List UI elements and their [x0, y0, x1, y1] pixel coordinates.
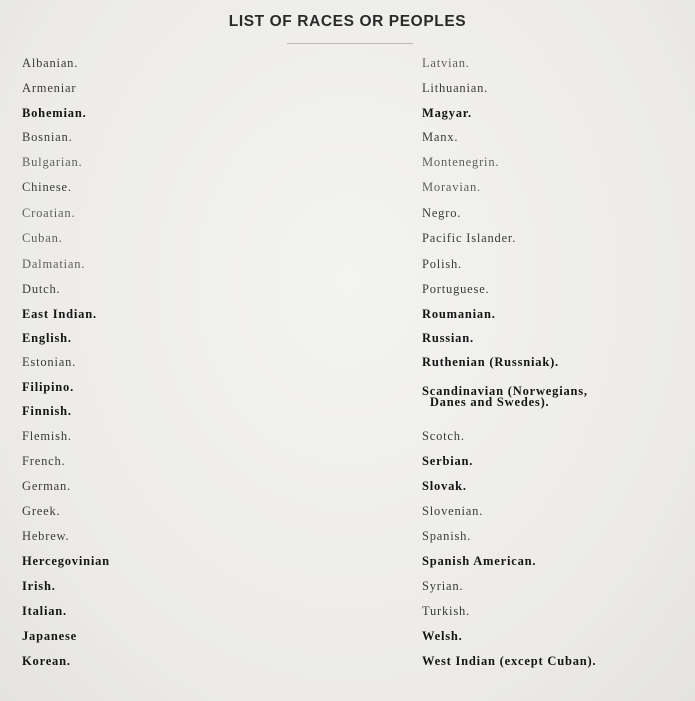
left-entry: Irish.	[22, 579, 56, 593]
right-entry: Portuguese.	[422, 282, 490, 296]
left-entry: Cuban.	[22, 231, 63, 245]
left-entry: German.	[22, 479, 71, 493]
left-entry: Flemish.	[22, 429, 72, 443]
left-entry: Estonian.	[22, 355, 77, 369]
left-entry: Hebrew.	[22, 529, 70, 543]
right-entry: Turkish.	[422, 604, 470, 618]
left-entry: Finnish.	[22, 404, 72, 418]
right-entry: Negro.	[422, 206, 462, 220]
right-entry: Latvian.	[422, 56, 470, 70]
left-entry: Dutch.	[22, 282, 61, 296]
left-entry: Bosnian.	[22, 130, 73, 144]
right-entry: Serbian.	[422, 454, 474, 468]
right-entry: Slovak.	[422, 479, 467, 493]
page-title: LIST OF RACES OR PEOPLES	[228, 13, 467, 30]
right-entry: Lithuanian.	[422, 81, 489, 95]
left-entry: Chinese.	[22, 180, 72, 194]
left-entry: Greek.	[22, 504, 61, 518]
right-entry: Roumanian.	[422, 307, 496, 321]
right-entry: West Indian (except Cuban).	[422, 654, 597, 668]
right-entry: Scandinavian (Norwegians, Danes and Swedes).	[422, 384, 588, 409]
left-entry: Korean.	[22, 654, 71, 668]
left-entry: Croatian.	[22, 206, 76, 220]
right-entry: Syrian.	[422, 579, 464, 593]
left-entry: Bulgarian.	[22, 155, 83, 169]
right-entry: Moravian.	[422, 180, 481, 194]
right-entry: Scotch.	[422, 429, 465, 443]
right-entry: Manx.	[422, 130, 459, 144]
left-entry: French.	[22, 454, 66, 468]
right-entry: Polish.	[422, 257, 462, 271]
left-entry: Albanian.	[22, 56, 79, 70]
right-entry: Slovenian.	[422, 504, 484, 518]
left-entry: Armeniar	[22, 81, 77, 95]
left-entry: English.	[22, 331, 72, 345]
right-entry: Russian.	[422, 331, 474, 345]
left-entry: Bohemian.	[22, 106, 87, 120]
left-entry: East Indian.	[22, 307, 97, 321]
left-entry: Hercegovinian	[22, 554, 110, 568]
right-entry: Ruthenian (Russniak).	[422, 355, 559, 369]
left-entry: Japanese	[22, 629, 78, 643]
right-entry: Spanish.	[422, 529, 472, 543]
right-entry: Welsh.	[422, 629, 463, 643]
title-divider	[287, 43, 413, 44]
right-entry: Spanish American.	[422, 554, 537, 568]
left-entry: Dalmatian.	[22, 257, 86, 271]
right-entry: Pacific Islander.	[422, 231, 517, 245]
left-entry: Filipino.	[22, 380, 75, 394]
right-entry: Magyar.	[422, 106, 472, 120]
left-entry: Italian.	[22, 604, 67, 618]
right-entry: Montenegrin.	[422, 155, 500, 169]
